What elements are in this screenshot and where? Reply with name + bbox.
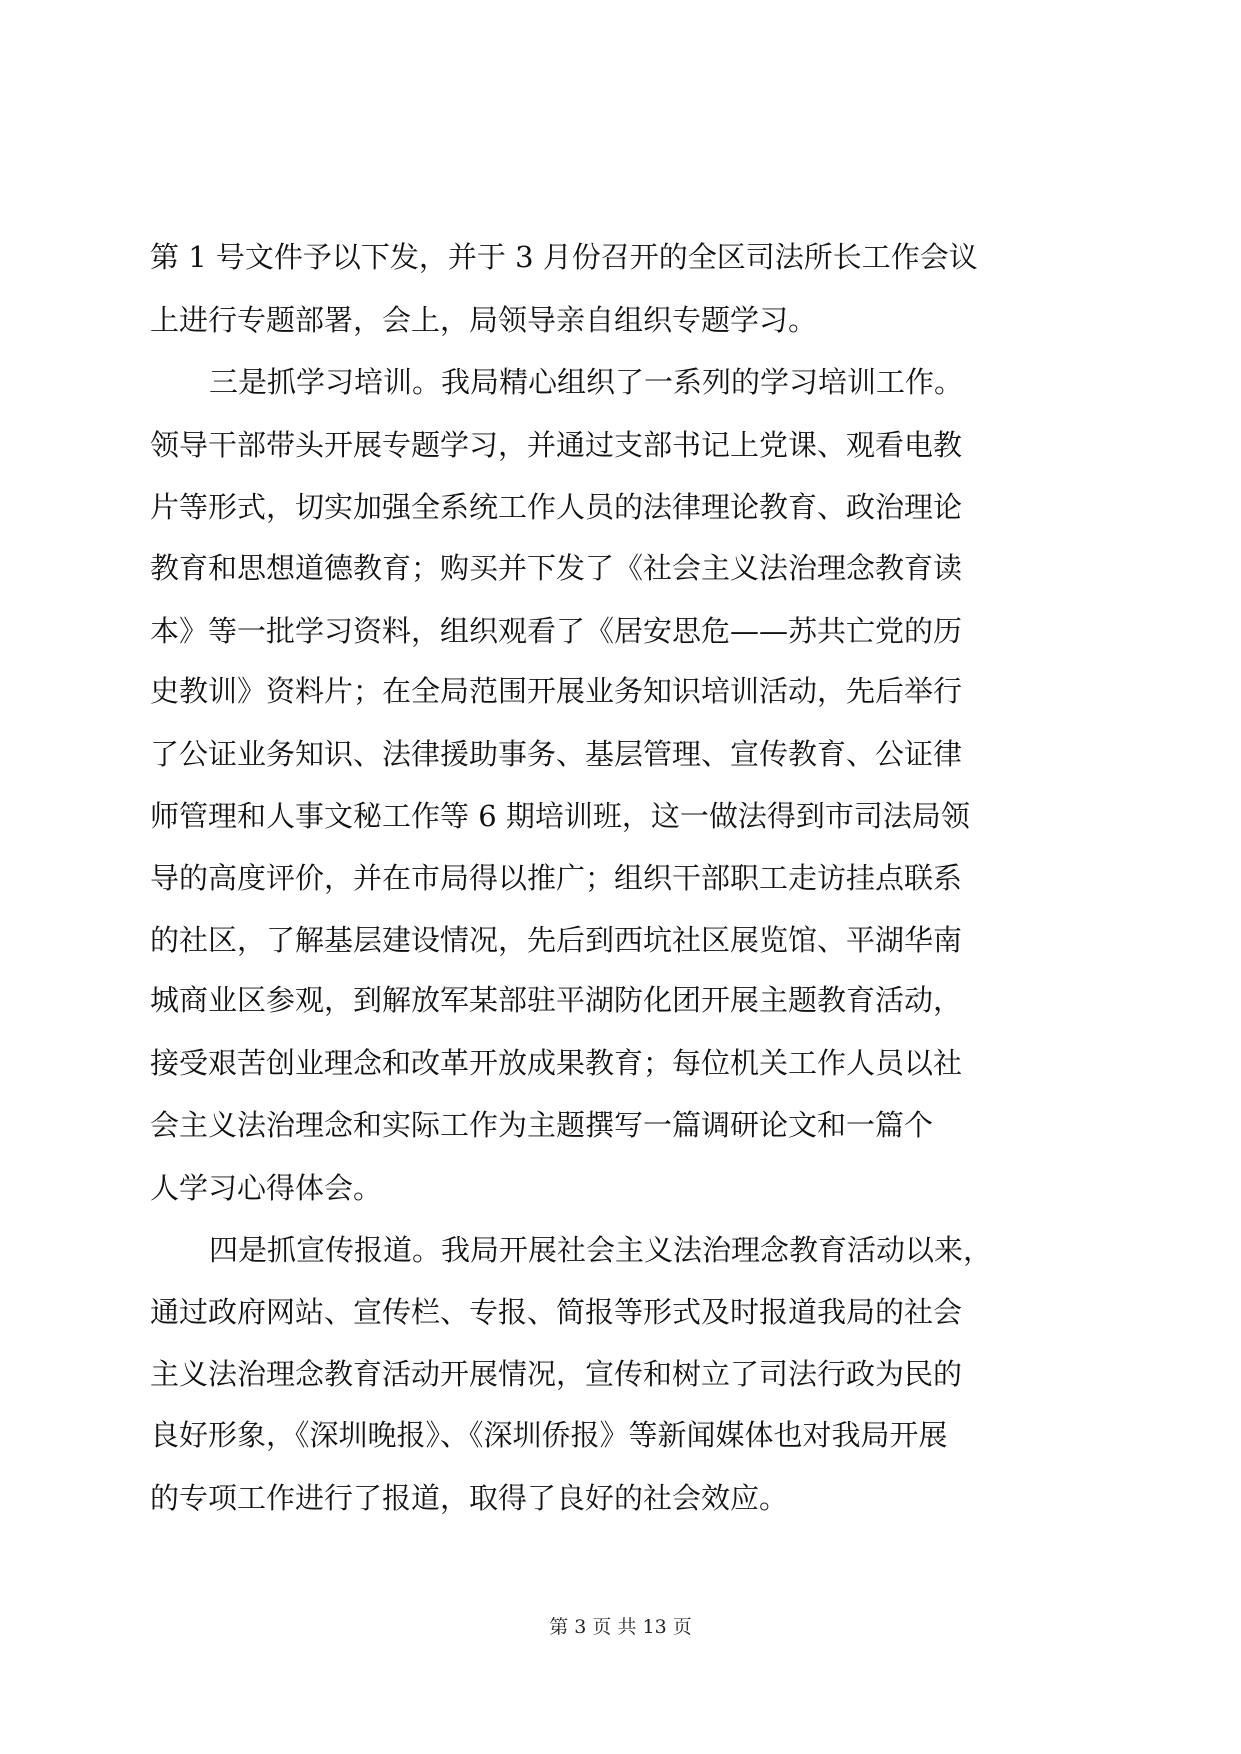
- text-line-13: 城商业区参观，到解放军某部驻平湖防化团开展主题教育活动，: [150, 983, 963, 1017]
- text-line-7: 本》等一批学习资料，组织观看了《居安思危——苏共亡党的历: [150, 614, 963, 648]
- text-line-2: 上进行专题部署，会上，局领导亲自组织专题学习。: [150, 303, 818, 337]
- text-line-5: 片等形式，切实加强全系统工作人员的法律理论教育、政治理论: [150, 490, 963, 524]
- text-line-1: 第 1 号文件予以下发，并于 3 月份召开的全区司法所长工作会议: [150, 240, 978, 274]
- body-line-1: [0, 237, 1241, 277]
- text-line-9: 了公证业务知识、法律援助事务、基层管理、宣传教育、公证律: [150, 737, 963, 771]
- body-line-18: [0, 1292, 1241, 1332]
- body-line-6: [0, 548, 1241, 588]
- text-line-16: 人学习心得体会。: [150, 1171, 383, 1205]
- body-line-20: [0, 1415, 1241, 1455]
- text-line-20: 良好形象，《深圳晚报》、《深圳侨报》等新闻媒体也对我局开展: [150, 1418, 948, 1452]
- text-line-6: 教育和思想道德教育；购买并下发了《社会主义法治理念教育读: [150, 551, 963, 585]
- text-line-8: 史教训》资料片；在全局范围开展业务知识培训活动，先后举行: [150, 674, 963, 708]
- body-line-21: [0, 1478, 1241, 1518]
- text-line-10: 师管理和人事文秘工作等 6 期培训班，这一做法得到市司法局领: [150, 799, 970, 833]
- body-line-15: [0, 1105, 1241, 1145]
- body-line-19: [0, 1354, 1241, 1394]
- body-line-12: [0, 920, 1241, 960]
- text-line-4: 领导干部带头开展专题学习，并通过支部书记上党课、观看电教: [150, 428, 963, 462]
- body-line-10: [0, 796, 1241, 836]
- text-line-17: 四是抓宣传报道。我局开展社会主义法治理念教育活动以来，: [209, 1233, 993, 1267]
- body-line-13: [0, 980, 1241, 1020]
- text-line-21: 的专项工作进行了报道，取得了良好的社会效应。: [150, 1481, 789, 1515]
- text-line-11: 导的高度评价，并在市局得以推广；组织干部职工走访挂点联系: [150, 861, 963, 895]
- text-line-12: 的社区，了解基层建设情况，先后到西坑社区展览馆、平湖华南: [150, 923, 963, 957]
- body-line-9: [0, 734, 1241, 774]
- paragraph-three-start: [0, 362, 1241, 402]
- paragraph-four-start: [0, 1230, 1241, 1270]
- body-line-5: [0, 487, 1241, 527]
- text-line-18: 通过政府网站、宣传栏、专报、简报等形式及时报道我局的社会: [150, 1295, 963, 1329]
- body-line-8: [0, 671, 1241, 711]
- body-line-16: [0, 1168, 1241, 1208]
- body-line-7: [0, 611, 1241, 651]
- body-line-2: [0, 300, 1241, 340]
- body-line-14: [0, 1043, 1241, 1083]
- text-line-3: 三是抓学习培训。我局精心组织了一系列的学习培训工作。: [209, 365, 964, 399]
- body-line-4: [0, 425, 1241, 465]
- body-line-11: [0, 858, 1241, 898]
- text-line-14: 接受艰苦创业理念和改革开放成果教育；每位机关工作人员以社: [150, 1046, 963, 1080]
- text-line-15: 会主义法治理念和实际工作为主题撰写一篇调研论文和一篇个: [150, 1108, 934, 1142]
- text-line-19: 主义法治理念教育活动开展情况，宣传和树立了司法行政为民的: [150, 1357, 963, 1391]
- page-footer: 第 3 页 共 13 页: [549, 1616, 692, 1638]
